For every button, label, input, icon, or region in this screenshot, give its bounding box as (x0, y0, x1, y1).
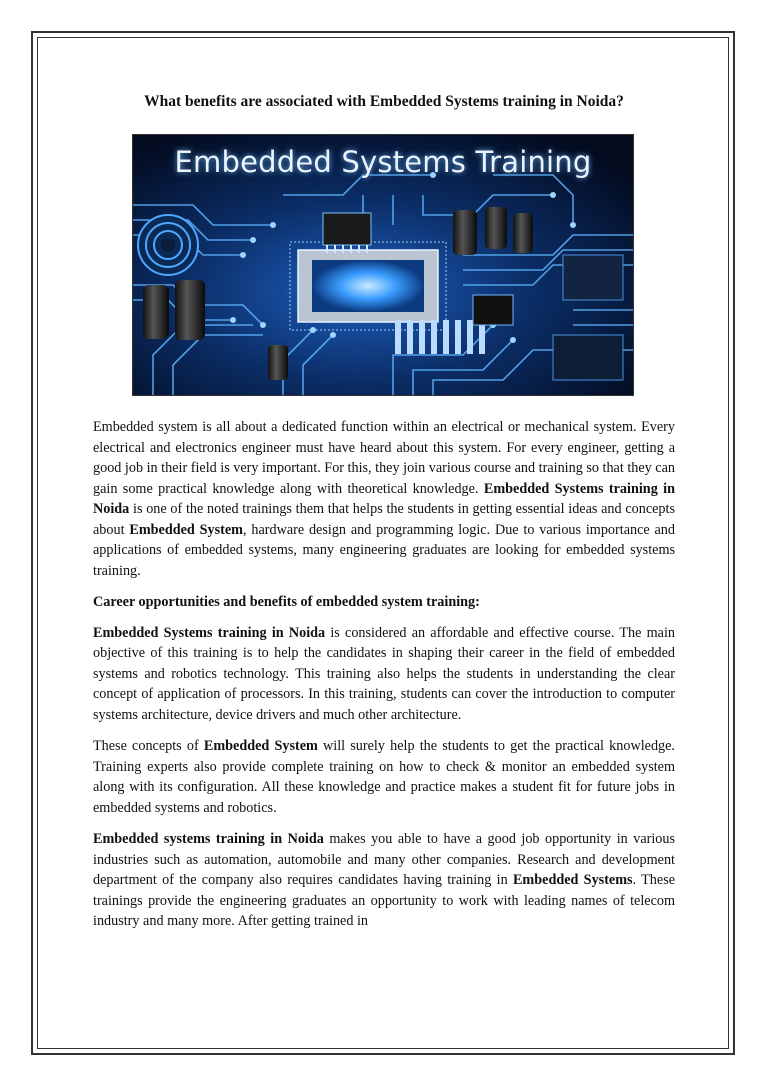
hero-title: Embedded Systems Training (174, 145, 592, 179)
paragraph-objective (93, 623, 675, 726)
text-run: , hardware design and programming logic. Due to various importance and applications of embedded systems, many engineering graduates are looking for embedded systems training. (93, 521, 675, 579)
bold-text-run: Embedded Systems (512, 872, 633, 888)
section-heading: Career opportunities and benefits of embedded system training: (93, 594, 480, 610)
article-body (93, 417, 675, 943)
text-run: . These trainings provide the engineering graduates an opportunity to work with leading names of telecom industry and many more. After getting trained in (93, 872, 676, 929)
paragraph-intro (93, 417, 675, 581)
page-title: What benefits are associated with Embedded Systems training in Noida? (144, 93, 624, 110)
text-run: Embedded system is all about a dedicated function within an electrical or mechanical system. Every electrical and electronics engineer must have heard about this system. For every engineer, getting a good job in their field is very important. For this, they join various course and training so that they can gain some practical knowledge along with theoretical knowledge. (93, 419, 675, 497)
bold-text-run: Embedded System (203, 738, 318, 754)
bold-text-run: Embedded systems training in Noida (93, 831, 324, 847)
text-run: These concepts of (93, 738, 204, 754)
hero-image (132, 134, 634, 396)
bold-text-run: Embedded Systems training in Noida (93, 624, 326, 641)
bold-text-run: Embedded Systems training in Noida (93, 480, 675, 517)
bold-text-run: Embedded System (129, 521, 243, 538)
text-run: is one of the noted trainings them that helps the students in getting essential ideas and concepts about (93, 501, 675, 538)
text-run: is considered an affordable and effective course. The main objective of this training is to help the candidates in shaping their career in the field of embedded systems and robotics technology. This training also helps the students in understanding the clear concept of application of processors. In this training, students can cover the introduction to computer systems architecture, device drivers and much other architecture. (93, 624, 675, 723)
text-run: will surely help the students to get the practical knowledge. Training experts also provide complete training on how to check & monitor an embedded system along with its configuration. All these knowledge and practice makes a student fit for future jobs in embedded systems and robotics. (93, 738, 675, 816)
paragraph-concepts (93, 736, 675, 818)
text-run: makes you able to have a good job opportunity in various industries such as automation, automobile and many other companies. Research and development department of the company also requires candidates having training in (93, 831, 675, 888)
paragraph-jobs (93, 829, 675, 932)
